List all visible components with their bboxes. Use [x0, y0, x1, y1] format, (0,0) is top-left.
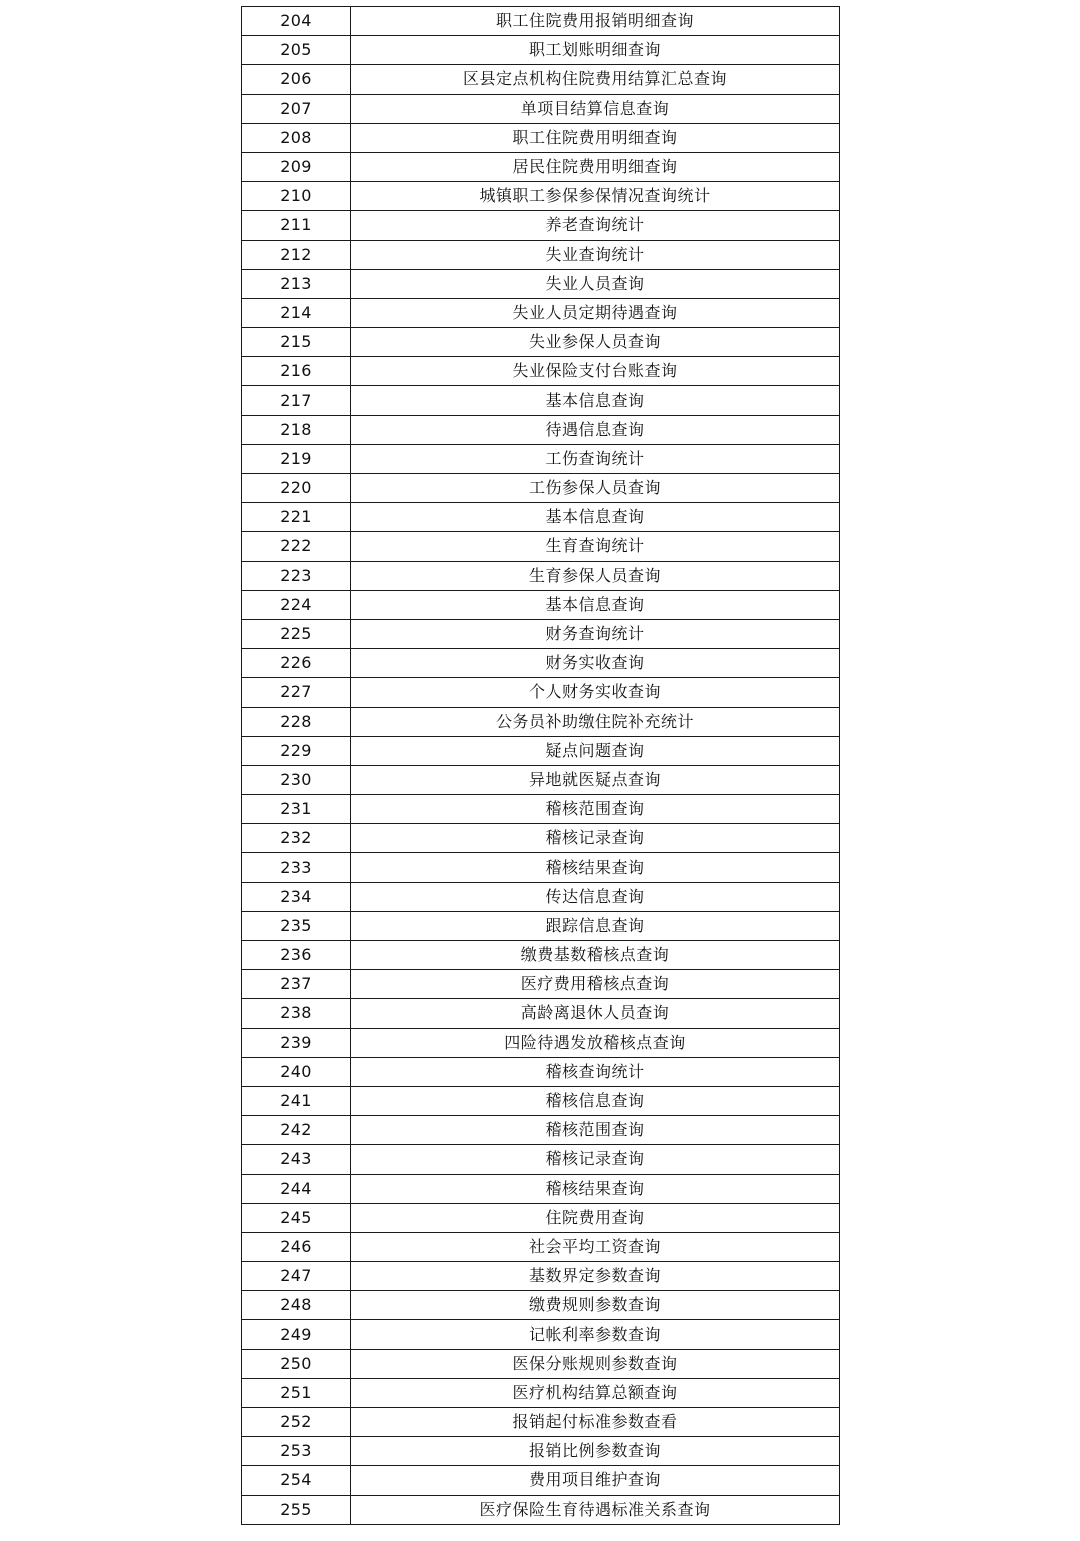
table-row	[242, 882, 840, 911]
function-name-cell: 区县定点机构住院费用结算汇总查询	[351, 65, 840, 94]
function-name-cell: 失业查询统计	[351, 240, 840, 269]
function-name-cell: 稽核查询统计	[351, 1057, 840, 1086]
function-name-cell: 养老查询统计	[351, 211, 840, 240]
table-row	[242, 853, 840, 882]
table-row	[242, 240, 840, 269]
function-name-cell: 医保分账规则参数查询	[351, 1349, 840, 1378]
table-row	[242, 999, 840, 1028]
function-name-cell: 稽核结果查询	[351, 853, 840, 882]
row-number-cell: 234	[242, 882, 351, 911]
row-number-cell: 250	[242, 1349, 351, 1378]
function-name-cell: 失业保险支付台账查询	[351, 357, 840, 386]
row-number-cell: 232	[242, 824, 351, 853]
table-row	[242, 1408, 840, 1437]
row-number-cell: 249	[242, 1320, 351, 1349]
function-name-cell: 疑点问题查询	[351, 736, 840, 765]
function-name-cell: 居民住院费用明细查询	[351, 152, 840, 181]
function-name-cell: 个人财务实收查询	[351, 678, 840, 707]
table-row	[242, 503, 840, 532]
table-row	[242, 1232, 840, 1261]
row-number-cell: 242	[242, 1116, 351, 1145]
function-name-cell: 四险待遇发放稽核点查询	[351, 1028, 840, 1057]
table-row	[242, 1349, 840, 1378]
table-row	[242, 94, 840, 123]
row-number-cell: 205	[242, 36, 351, 65]
table-row	[242, 444, 840, 473]
function-name-cell: 报销比例参数查询	[351, 1437, 840, 1466]
row-number-cell: 248	[242, 1291, 351, 1320]
table-row	[242, 1145, 840, 1174]
table-row	[242, 211, 840, 240]
function-name-cell: 稽核范围查询	[351, 1116, 840, 1145]
function-name-cell: 跟踪信息查询	[351, 911, 840, 940]
function-name-cell: 稽核范围查询	[351, 795, 840, 824]
table-row	[242, 386, 840, 415]
row-number-cell: 243	[242, 1145, 351, 1174]
row-number-cell: 208	[242, 123, 351, 152]
table-row	[242, 1057, 840, 1086]
row-number-cell: 255	[242, 1495, 351, 1524]
table-row	[242, 941, 840, 970]
function-name-cell: 医疗机构结算总额查询	[351, 1378, 840, 1407]
function-name-cell: 稽核结果查询	[351, 1174, 840, 1203]
table-row	[242, 590, 840, 619]
row-number-cell: 228	[242, 707, 351, 736]
function-name-cell: 基本信息查询	[351, 386, 840, 415]
table-row	[242, 649, 840, 678]
function-name-cell: 财务实收查询	[351, 649, 840, 678]
row-number-cell: 230	[242, 765, 351, 794]
function-name-cell: 职工住院费用明细查询	[351, 123, 840, 152]
table-row	[242, 415, 840, 444]
function-name-cell: 待遇信息查询	[351, 415, 840, 444]
row-number-cell: 254	[242, 1466, 351, 1495]
function-name-cell: 失业参保人员查询	[351, 328, 840, 357]
table-row	[242, 1437, 840, 1466]
row-number-cell: 215	[242, 328, 351, 357]
table-row	[242, 824, 840, 853]
table-row	[242, 707, 840, 736]
row-number-cell: 221	[242, 503, 351, 532]
table-row	[242, 795, 840, 824]
table-row	[242, 1028, 840, 1057]
table-row	[242, 357, 840, 386]
row-number-cell: 236	[242, 941, 351, 970]
table-row	[242, 1495, 840, 1524]
table-row	[242, 1262, 840, 1291]
row-number-cell: 225	[242, 619, 351, 648]
row-number-cell: 247	[242, 1262, 351, 1291]
row-number-cell: 217	[242, 386, 351, 415]
query-function-table	[241, 6, 840, 1525]
row-number-cell: 253	[242, 1437, 351, 1466]
table-body	[242, 7, 840, 1525]
function-name-cell: 失业人员定期待遇查询	[351, 298, 840, 327]
row-number-cell: 204	[242, 7, 351, 36]
row-number-cell: 246	[242, 1232, 351, 1261]
function-name-cell: 住院费用查询	[351, 1203, 840, 1232]
table-row	[242, 736, 840, 765]
row-number-cell: 251	[242, 1378, 351, 1407]
row-number-cell: 206	[242, 65, 351, 94]
function-name-cell: 生育参保人员查询	[351, 561, 840, 590]
function-name-cell: 生育查询统计	[351, 532, 840, 561]
function-name-cell: 职工划账明细查询	[351, 36, 840, 65]
function-name-cell: 单项目结算信息查询	[351, 94, 840, 123]
function-name-cell: 缴费规则参数查询	[351, 1291, 840, 1320]
row-number-cell: 207	[242, 94, 351, 123]
row-number-cell: 211	[242, 211, 351, 240]
table-row	[242, 269, 840, 298]
table-row	[242, 1291, 840, 1320]
function-name-cell: 医疗保险生育待遇标准关系查询	[351, 1495, 840, 1524]
row-number-cell: 220	[242, 474, 351, 503]
row-number-cell: 231	[242, 795, 351, 824]
function-name-cell: 工伤查询统计	[351, 444, 840, 473]
row-number-cell: 239	[242, 1028, 351, 1057]
table-row	[242, 970, 840, 999]
row-number-cell: 209	[242, 152, 351, 181]
function-name-cell: 异地就医疑点查询	[351, 765, 840, 794]
table-row	[242, 123, 840, 152]
function-name-cell: 传达信息查询	[351, 882, 840, 911]
row-number-cell: 240	[242, 1057, 351, 1086]
function-name-cell: 城镇职工参保参保情况查询统计	[351, 182, 840, 211]
row-number-cell: 226	[242, 649, 351, 678]
row-number-cell: 252	[242, 1408, 351, 1437]
function-name-cell: 公务员补助缴住院补充统计	[351, 707, 840, 736]
row-number-cell: 227	[242, 678, 351, 707]
row-number-cell: 224	[242, 590, 351, 619]
row-number-cell: 235	[242, 911, 351, 940]
row-number-cell: 241	[242, 1086, 351, 1115]
table-row	[242, 1116, 840, 1145]
row-number-cell: 223	[242, 561, 351, 590]
table-row	[242, 1378, 840, 1407]
function-name-cell: 职工住院费用报销明细查询	[351, 7, 840, 36]
row-number-cell: 213	[242, 269, 351, 298]
table-row	[242, 298, 840, 327]
function-name-cell: 基本信息查询	[351, 590, 840, 619]
function-name-cell: 缴费基数稽核点查询	[351, 941, 840, 970]
row-number-cell: 214	[242, 298, 351, 327]
query-function-table-container	[241, 6, 839, 1525]
table-row	[242, 474, 840, 503]
row-number-cell: 244	[242, 1174, 351, 1203]
table-row	[242, 678, 840, 707]
function-name-cell: 医疗费用稽核点查询	[351, 970, 840, 999]
function-name-cell: 基数界定参数查询	[351, 1262, 840, 1291]
function-name-cell: 报销起付标准参数查看	[351, 1408, 840, 1437]
function-name-cell: 社会平均工资查询	[351, 1232, 840, 1261]
table-row	[242, 911, 840, 940]
function-name-cell: 费用项目维护查询	[351, 1466, 840, 1495]
table-row	[242, 532, 840, 561]
table-row	[242, 65, 840, 94]
table-row	[242, 1086, 840, 1115]
function-name-cell: 记帐利率参数查询	[351, 1320, 840, 1349]
function-name-cell: 稽核记录查询	[351, 1145, 840, 1174]
row-number-cell: 229	[242, 736, 351, 765]
function-name-cell: 基本信息查询	[351, 503, 840, 532]
row-number-cell: 216	[242, 357, 351, 386]
table-row	[242, 1174, 840, 1203]
row-number-cell: 233	[242, 853, 351, 882]
table-row	[242, 765, 840, 794]
table-row	[242, 36, 840, 65]
function-name-cell: 高龄离退休人员查询	[351, 999, 840, 1028]
function-name-cell: 失业人员查询	[351, 269, 840, 298]
row-number-cell: 219	[242, 444, 351, 473]
row-number-cell: 212	[242, 240, 351, 269]
row-number-cell: 218	[242, 415, 351, 444]
row-number-cell: 237	[242, 970, 351, 999]
row-number-cell: 245	[242, 1203, 351, 1232]
row-number-cell: 238	[242, 999, 351, 1028]
table-row	[242, 1203, 840, 1232]
function-name-cell: 稽核信息查询	[351, 1086, 840, 1115]
table-row	[242, 7, 840, 36]
function-name-cell: 工伤参保人员查询	[351, 474, 840, 503]
table-row	[242, 619, 840, 648]
table-row	[242, 182, 840, 211]
table-row	[242, 561, 840, 590]
table-row	[242, 1466, 840, 1495]
table-row	[242, 152, 840, 181]
table-row	[242, 328, 840, 357]
function-name-cell: 稽核记录查询	[351, 824, 840, 853]
table-row	[242, 1320, 840, 1349]
row-number-cell: 222	[242, 532, 351, 561]
function-name-cell: 财务查询统计	[351, 619, 840, 648]
row-number-cell: 210	[242, 182, 351, 211]
